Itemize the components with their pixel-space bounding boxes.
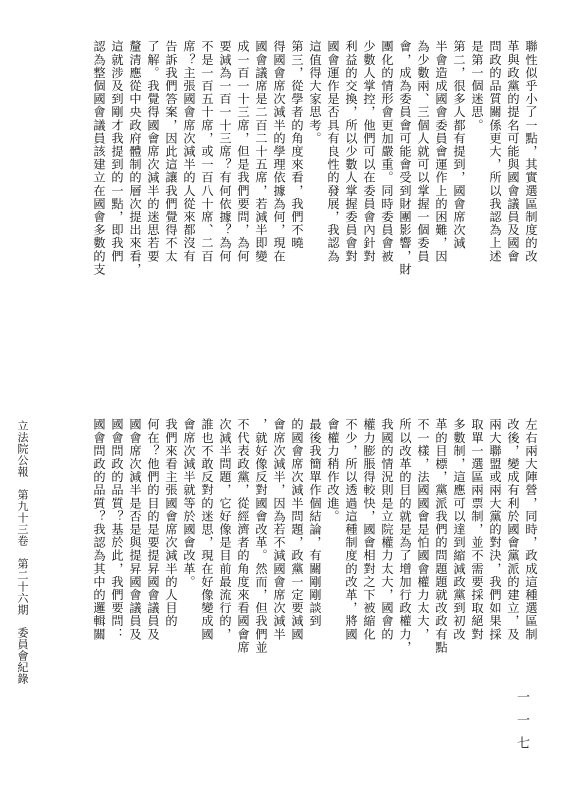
page-number: 一一七: [514, 690, 529, 759]
text-column: 次減半問題，它好像是目前最流行的，: [218, 418, 232, 641]
text-column: 最後我簡單作個結論，有關剛剛談到: [308, 418, 322, 628]
text-column: 多數制，這應可以達到縮減政黨到初改: [452, 418, 466, 641]
text-column: 是第一個迷思。: [470, 40, 484, 132]
text-column: 這值得大家思考。: [308, 40, 322, 145]
text-column: 問政的品質關係更大，所以我認為上述: [488, 40, 502, 263]
text-column: 得國會席次減半的學理依據為何，現在: [272, 40, 286, 263]
text-column: 釐清應從中央政府體制的層次提出來看，: [128, 40, 142, 276]
text-column: 席？主張國會席次減半的人從來都沒有: [182, 40, 196, 263]
text-column: 國會問政的品質？基於此，我們要問：: [110, 418, 124, 641]
text-column: 會，成為委員會可能會受到財團影響，財: [398, 40, 412, 276]
text-column: 所以改革的目的就是為了增加行政權力，: [398, 418, 412, 654]
text-column: 革的目標，黨派我們的問題題就改政有點: [434, 418, 448, 654]
text-column: 國會議席是二百二十五席，若減半即變: [254, 40, 268, 263]
text-column: 我國的情況則是立院權力太大，國會的: [380, 418, 394, 641]
text-column: 權力膨脹得較快，國會相對之下被縮化: [362, 418, 376, 641]
text-column: 少數人掌控，他們可以在委員會內針對: [362, 40, 376, 263]
text-column: 革與政黨的提名可能與國會議員及國會: [506, 40, 520, 263]
text-column: 利益的交換，所以少數人掌握委員會對: [344, 40, 358, 263]
text-column: ，就好像反對國會改革。然而，但我們並: [254, 418, 268, 654]
text-column: 半會造成國會委員會運作上的困難，因: [434, 40, 448, 263]
text-column: 第二，很多人都有提到，國會席次減: [452, 40, 466, 250]
text-column: 取單一選區兩票制，並不需要採取絕對: [470, 418, 484, 641]
text-column: 左右兩大陣營，同時，政成這種選區制: [524, 418, 538, 641]
text-column: 不代表政黨，從經濟者的角度來看國會席: [236, 418, 250, 654]
text-column: 會席次減半，因為若不減國會席次減半: [272, 418, 286, 641]
text-column: 不一樣，法國國會是怕國會權力太大，: [416, 418, 430, 641]
text-column: 會席次減半就等於國會改革。: [182, 418, 196, 589]
text-column: 何在？他們的目的是要提昇國會議員及: [146, 418, 160, 641]
text-column: 聯性似乎小了一點，其實選區制度的改: [524, 40, 538, 263]
text-column: 成一百一十三席，但是我們要問，為何: [236, 40, 250, 263]
text-column: 要減為一百一十三席？有何依據？為何: [218, 40, 232, 263]
text-column: 第三，從學者的角度來看，我們不曉: [290, 40, 304, 250]
text-column: 改後，變成有利於國會黨派的建立，及: [506, 418, 520, 641]
text-column: 國會問政的品質？我認為其中的邏輯關: [92, 418, 106, 641]
text-column: 不少，所以透過這種制度的改革，將國: [344, 418, 358, 641]
text-column: 的國會席次減半問題，政黨一定要減國: [290, 418, 304, 641]
text-column: 國會席次減半是否是與提昇國會議員及: [128, 418, 142, 641]
text-column: 認為整個國會議員該建立在國會多數的支: [92, 40, 106, 276]
text-column: 誰也不敢反對的迷思，現在好像變成國: [200, 418, 214, 641]
text-column: 國會運作是否具有良性的發展，我認為: [326, 40, 340, 263]
text-column: 為少數兩、三個人就可以掌握一個委員: [416, 40, 430, 263]
text-column: 這就涉及到剛才我提到的一點，即我們: [110, 40, 124, 263]
text-column: 告訴我們答案，因此這讓我們覺得不太: [164, 40, 178, 263]
text-column: 團化的情形會更加嚴重。同時委員會被: [380, 40, 394, 263]
text-column: 了解。我覺得國會席次減半的迷思若要: [146, 40, 160, 263]
text-column: 會權力稍作改進。: [326, 418, 340, 523]
gazette-footer: 立法院公報 第九十三卷 第二十六期 委員會紀錄: [16, 420, 29, 685]
text-column: 我們來看主張國會席次減半的人目的: [164, 418, 178, 628]
text-column: 兩大聯盟或兩大黨的對決，我們如果採: [488, 418, 502, 641]
text-column: 不是一百五十席，或一百八十席、二百: [200, 40, 214, 263]
